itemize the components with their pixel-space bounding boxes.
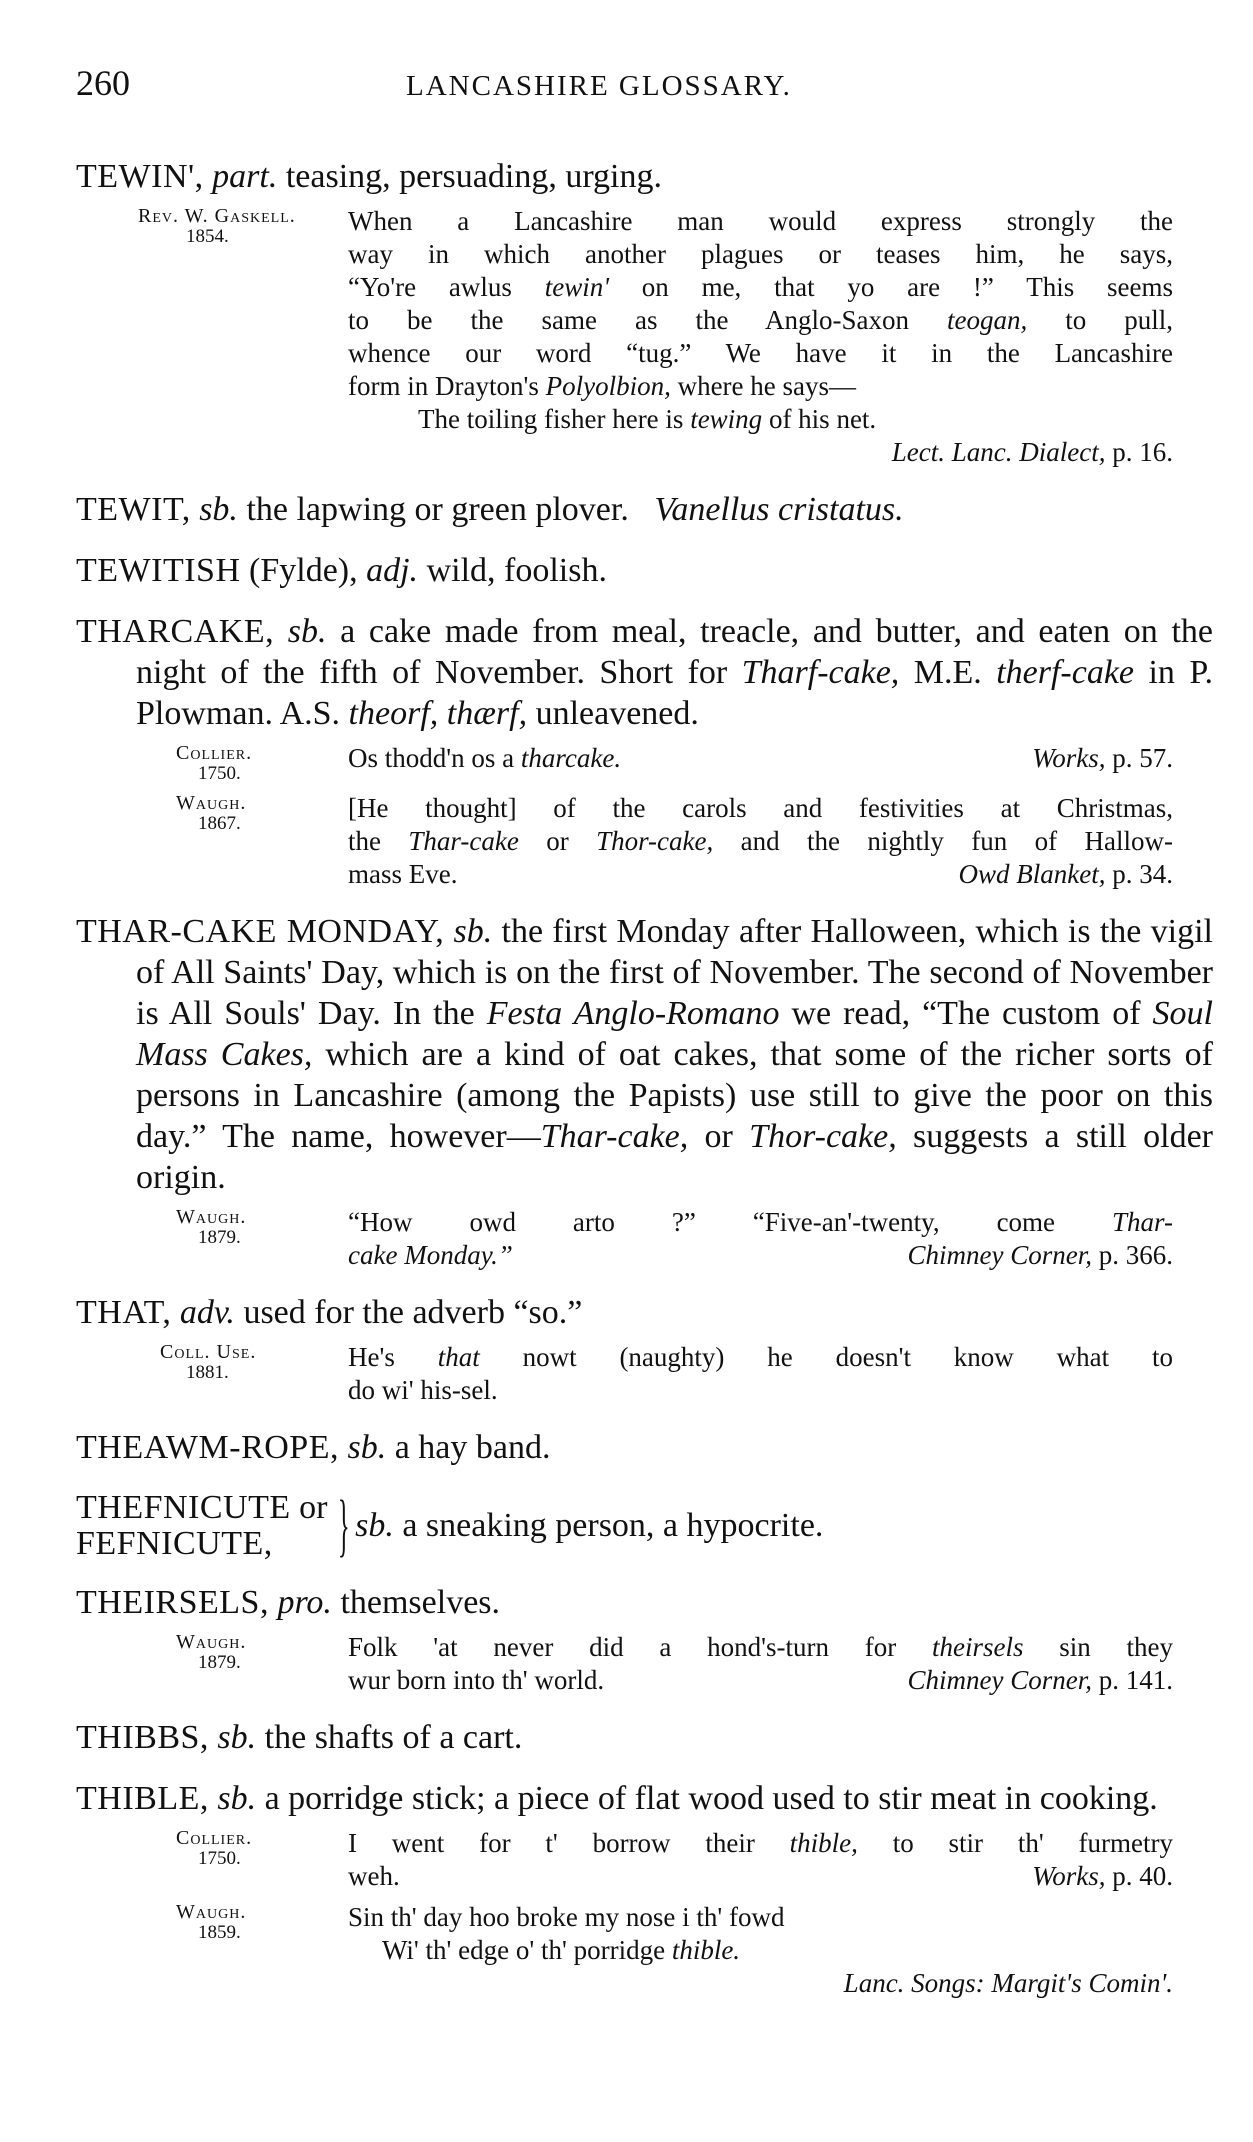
headword: THARCAKE, xyxy=(76,613,275,650)
brace-icon: } xyxy=(338,1487,351,1564)
citation-thible-collier xyxy=(76,1827,1213,1893)
citation-reference: Chimney Corner, p. 366. xyxy=(907,1240,1173,1270)
source-author: Coll. Use. xyxy=(160,1341,257,1363)
citation-source xyxy=(76,1206,348,1272)
quote-line: weh. Works, p. 40. xyxy=(348,1861,1173,1891)
part-of-speech: sb. xyxy=(217,1780,257,1817)
citation-source xyxy=(76,1901,348,2000)
citation-that xyxy=(76,1341,1213,1407)
citation-tharcake-monday xyxy=(76,1206,1213,1272)
definition: teasing, persuading, urging. xyxy=(285,158,662,195)
part-of-speech: part. xyxy=(212,158,278,195)
part-of-speech: sb. xyxy=(217,1719,257,1756)
quote-line: to be the same as the Anglo-Saxon teogan, to pull, xyxy=(348,305,1173,335)
citation-quote xyxy=(348,792,1213,891)
citation-reference: Works, p. 40. xyxy=(1032,1861,1173,1891)
citation-reference: Works, p. 57. xyxy=(1032,743,1173,773)
quote-line: do wi' his-sel. xyxy=(348,1375,498,1405)
citation-source xyxy=(76,1341,348,1407)
source-year: 1879. xyxy=(198,1652,241,1673)
entry-thefnicute xyxy=(76,1487,1213,1564)
citation-quote xyxy=(348,1206,1213,1272)
entry-thible xyxy=(76,1778,1213,1819)
part-of-speech: adv. xyxy=(179,1294,235,1331)
citation-source xyxy=(76,742,348,784)
headword: THEFNICUTE xyxy=(76,1489,291,1526)
quote-line: way in which another plagues or teases him, he says, xyxy=(348,239,1173,269)
citation-reference: Owd Blanket, p. 34. xyxy=(958,859,1173,889)
headword: THAR-CAKE MONDAY, xyxy=(76,913,445,950)
quote-line: the Thar-cake or Thor-cake, and the nightly fun of Hallow- xyxy=(348,826,1173,856)
quote-line: Sin th' day hoo broke my nose i th' fowd xyxy=(348,1902,785,1932)
definition: themselves. xyxy=(340,1584,501,1621)
source-year: 1867. xyxy=(198,813,241,834)
entry-theirsels xyxy=(76,1582,1213,1623)
source-author: Waugh. xyxy=(176,1631,247,1653)
citation-source xyxy=(76,792,348,891)
entry-tharcake xyxy=(76,611,1213,734)
entry-tewin xyxy=(76,156,1213,197)
source-year: 1750. xyxy=(198,1848,241,1869)
part-of-speech: adj. xyxy=(366,552,419,589)
entry-tewitish xyxy=(76,550,1213,591)
source-author: Waugh. xyxy=(176,1206,247,1228)
headword: TEWIN', xyxy=(76,158,204,195)
citation-thible-waugh xyxy=(76,1901,1213,2000)
citation-reference: Lect. Lanc. Dialect, p. 16. xyxy=(891,437,1173,467)
quote-line: When a Lancashire man would express strongly the xyxy=(348,206,1173,236)
entry-tewit xyxy=(76,489,1213,530)
quote-line: “Yo're awlus tewin' on me, that yo are !” This seems xyxy=(348,272,1173,302)
citation-tharcake-collier xyxy=(76,742,1213,784)
citation-quote xyxy=(348,742,1213,784)
citation-quote xyxy=(348,1901,1213,2000)
citation-source xyxy=(76,1631,348,1697)
quote-line: cake Monday.” Chimney Corner, p. 366. xyxy=(348,1240,1173,1270)
source-year: 1879. xyxy=(198,1227,241,1248)
part-of-speech: sb. xyxy=(453,913,493,950)
quote-line: Wi' th' edge o' th' porridge thible. xyxy=(382,1935,741,1965)
source-author: Collier. xyxy=(176,1827,253,1849)
citation-quote xyxy=(348,205,1213,469)
quote-line: He's that nowt (naughty) he doesn't know what to xyxy=(348,1342,1174,1372)
page-header xyxy=(76,62,1213,122)
headword: THAT, xyxy=(76,1294,172,1331)
source-year: 1854. xyxy=(186,226,229,247)
conjunction: or xyxy=(299,1489,328,1526)
source-author: Waugh. xyxy=(176,792,247,814)
region-note: (Fylde), xyxy=(249,552,358,589)
quote-line: form in Drayton's Polyolbion, where he says— xyxy=(348,371,857,401)
definition: the shafts of a cart. xyxy=(264,1719,523,1756)
page-number: 260 xyxy=(76,63,130,103)
source-author: Collier. xyxy=(176,742,253,764)
citation-reference: Lanc. Songs: Margit's Comin'. xyxy=(843,1968,1173,1998)
running-title: LANCASHIRE GLOSSARY. xyxy=(406,70,792,102)
quote-line: I went for t' borrow their thible, to stir th' furmetry xyxy=(348,1828,1173,1858)
entry-that xyxy=(76,1292,1213,1333)
quote-line: “How owd arto ?” “Five-an'-twenty, come Thar- xyxy=(348,1207,1173,1237)
headword: THEAWM-ROPE, xyxy=(76,1429,339,1466)
quote-line: mass Eve. Owd Blanket, p. 34. xyxy=(348,859,1173,889)
entry-theawm-rope xyxy=(76,1427,1213,1468)
citation-quote xyxy=(348,1827,1213,1893)
definition: the lapwing or green plover. xyxy=(246,491,629,528)
citation-reference: Chimney Corner, p. 141. xyxy=(907,1665,1173,1695)
citation-tharcake-waugh xyxy=(76,792,1213,891)
headword-pair xyxy=(76,1490,327,1562)
source-author: Waugh. xyxy=(176,1901,247,1923)
citation-source xyxy=(76,1827,348,1893)
definition: a porridge stick; a piece of flat wood used to stir meat in cooking. xyxy=(264,1780,1158,1817)
citation-theirsels xyxy=(76,1631,1213,1697)
part-of-speech: sb. xyxy=(347,1429,387,1466)
citation-quote xyxy=(348,1631,1213,1697)
quote-line: wur born into th' world. Chimney Corner, p. 141. xyxy=(348,1665,1173,1695)
quote-line: Os thodd'n os a tharcake. Works, p. 57. xyxy=(348,743,1173,773)
headword: TEWITISH xyxy=(76,552,241,589)
source-year: 1750. xyxy=(198,763,241,784)
definition: a sneaking person, a hypocrite. xyxy=(402,1507,824,1544)
quote-verse-line: The toiling fisher here is tewing of his net. xyxy=(418,404,877,434)
source-year: 1859. xyxy=(198,1922,241,1943)
quote-line: [He thought] of the carols and festivities at Christmas, xyxy=(348,793,1173,823)
definition: wild, foolish. xyxy=(426,552,607,589)
definition: a hay band. xyxy=(394,1429,551,1466)
quote-line: Folk 'at never did a hond's-turn for theirsels sin they xyxy=(348,1632,1173,1662)
quote-line: whence our word “tug.” We have it in the Lancashire xyxy=(348,338,1173,368)
definition: a cake made from meal, treacle, and butter, and eaten on the night of the fifth of November. Short for Tharf-cake, M.E. therf-cake in P. Plowman. A.S. theorf, thærf, unleavened. xyxy=(136,613,1213,732)
part-of-speech: pro. xyxy=(277,1584,332,1621)
citation-tewin xyxy=(76,205,1213,469)
headword: THIBBS, xyxy=(76,1719,209,1756)
headword: TEWIT, xyxy=(76,491,191,528)
entry-tharcake-monday xyxy=(76,911,1213,1198)
latin-name: Vanellus cristatus. xyxy=(654,491,904,528)
headword: FEFNICUTE, xyxy=(76,1525,273,1562)
citation-quote xyxy=(348,1341,1213,1407)
part-of-speech: sb. xyxy=(355,1507,394,1544)
source-author: Rev. W. Gaskell. xyxy=(138,205,296,227)
headword: THIBLE, xyxy=(76,1780,209,1817)
part-of-speech: sb. xyxy=(287,613,327,650)
part-of-speech: sb. xyxy=(199,491,238,528)
entry-thibbs xyxy=(76,1717,1213,1758)
headword: THEIRSELS, xyxy=(76,1584,269,1621)
citation-source xyxy=(76,205,348,469)
definition: used for the adverb “so.” xyxy=(243,1294,583,1331)
source-year: 1881. xyxy=(186,1362,229,1383)
definition: the first Monday after Halloween, which is the vigil of All Saints' Day, which is on the first of November. The second of November is All Souls' Day. In the Festa Anglo-Romano we read, “The custom of Soul Mass Cakes, which are a kind of oat cakes, that some of the richer sorts of persons in Lancashire (among the Papists) use still to give the poor on this day.” The name, however—Thar-cake, or Thor-cake, suggests a still older origin. xyxy=(136,913,1214,1196)
